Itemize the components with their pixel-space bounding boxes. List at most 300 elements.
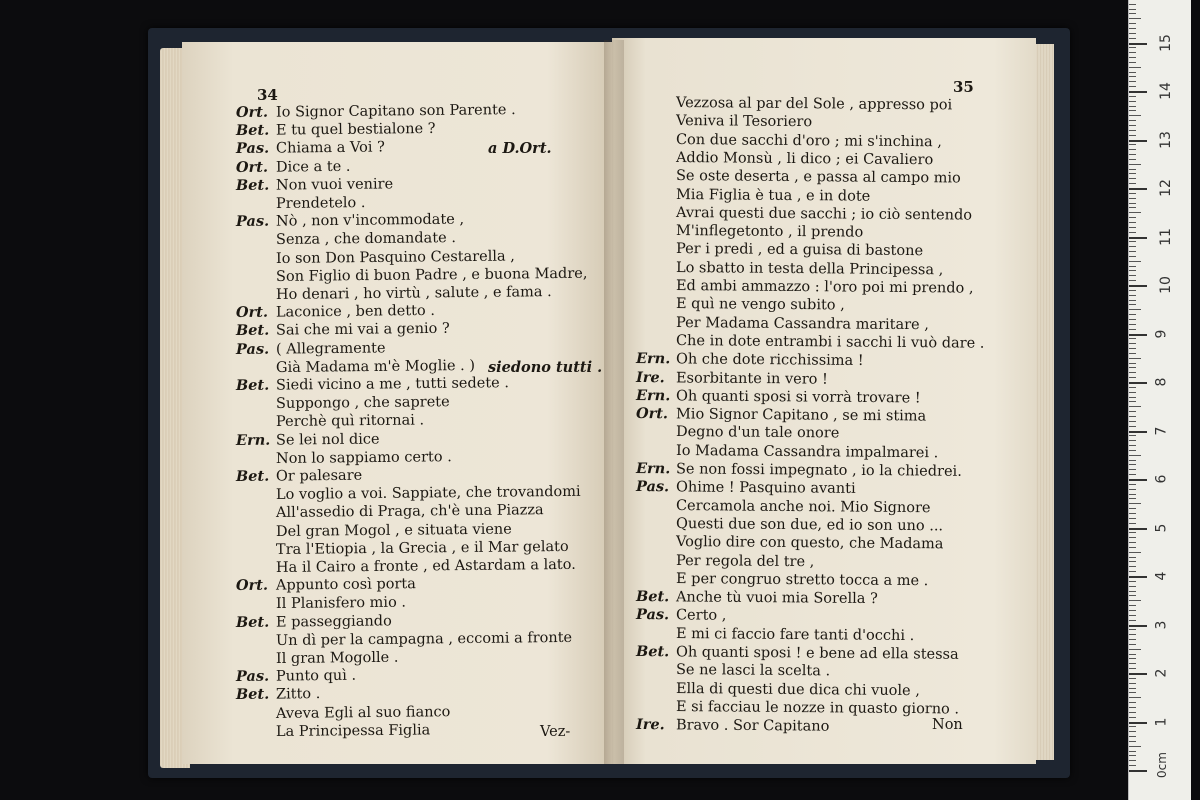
ruler-tick	[1129, 110, 1136, 111]
ruler-tick	[1129, 673, 1147, 675]
ruler-tick	[1129, 760, 1136, 761]
ruler-tick	[1129, 770, 1147, 772]
ruler-tick	[1129, 266, 1136, 267]
ruler-tick	[1129, 348, 1136, 349]
ruler-tick	[1129, 358, 1141, 359]
speaker-name: Bet.	[635, 643, 670, 661]
ruler-tick	[1129, 232, 1136, 233]
ruler-tick	[1129, 610, 1136, 611]
speaker-name: Ern.	[635, 460, 671, 478]
ruler-tick	[1129, 392, 1136, 393]
speaker-name: Bet.	[235, 467, 270, 485]
text-line	[236, 339, 386, 359]
ruler-number: 14	[1157, 82, 1174, 100]
ruler-tick	[1129, 377, 1136, 378]
text-line	[276, 247, 515, 268]
ruler-tick	[1129, 154, 1136, 155]
verse-text: ( Allegramente	[275, 340, 386, 358]
verse-text: Per regola del tre ,	[675, 552, 815, 570]
verse-text: E passeggiando	[275, 612, 392, 631]
verse-text: Suppongo , che saprete	[275, 394, 450, 413]
verse-text: Non lo sappiamo certo .	[275, 448, 452, 467]
text-line	[636, 387, 921, 407]
ruler-tick	[1129, 76, 1136, 77]
ruler-tick	[1129, 440, 1136, 441]
ruler-number: 5	[1153, 523, 1170, 532]
text-line	[236, 430, 380, 450]
ruler-tick	[1129, 615, 1136, 616]
speaker-name: Ort.	[235, 303, 269, 322]
text-line	[636, 716, 830, 736]
text-line	[636, 369, 828, 389]
verse-text: Io Signor Capitano son Parente .	[275, 102, 516, 121]
text-line	[276, 448, 452, 468]
speaker-name: Bet.	[235, 121, 270, 140]
speaker-name: Pas.	[235, 140, 270, 158]
ruler-tick	[1129, 523, 1136, 524]
ruler-tick	[1129, 367, 1136, 368]
text-line	[636, 478, 856, 498]
ruler-tick	[1129, 751, 1136, 752]
ruler-tick	[1129, 702, 1136, 703]
ruler-tick	[1129, 353, 1136, 354]
text-line	[676, 497, 931, 517]
left-page-number: 34	[257, 86, 278, 104]
verse-text: Perchè quì ritornai .	[275, 412, 425, 431]
text-line	[676, 240, 923, 260]
speaker-name: Pas.	[235, 667, 270, 686]
ruler-tick	[1129, 455, 1141, 456]
ruler-tick	[1129, 731, 1136, 732]
ruler-tick	[1129, 717, 1136, 718]
text-line	[276, 412, 424, 432]
ruler-tick	[1129, 38, 1136, 39]
ruler-tick	[1129, 28, 1136, 29]
text-line	[636, 588, 878, 608]
verse-text: Dice a te .	[275, 158, 351, 176]
ruler-tick	[1129, 494, 1136, 495]
ruler-tick	[1129, 688, 1136, 689]
ruler-tick	[1129, 227, 1136, 228]
ruler-tick	[1129, 498, 1136, 499]
ruler-tick	[1129, 547, 1136, 548]
ruler-tick	[1129, 295, 1136, 296]
ruler-tick	[1129, 542, 1136, 543]
ruler-tick	[1129, 115, 1141, 116]
ruler-tick	[1129, 460, 1136, 461]
ruler-tick	[1129, 552, 1141, 553]
speaker-name: Bet.	[235, 322, 270, 340]
ruler-tick	[1129, 595, 1136, 596]
ruler-tick	[1129, 683, 1136, 684]
speaker-name: Ire.	[635, 368, 665, 386]
ruler-tick	[1129, 566, 1136, 567]
ruler-tick	[1129, 23, 1136, 24]
catchword: Vez-	[540, 723, 571, 740]
verse-text: Se lei nol dice	[275, 431, 380, 449]
ruler-tick	[1129, 183, 1136, 184]
ruler-tick	[1129, 72, 1136, 73]
text-line	[676, 533, 944, 553]
ruler-tick	[1129, 91, 1147, 93]
ruler-number: 6	[1153, 474, 1170, 484]
ruler-tick	[1129, 765, 1136, 766]
ruler-tick	[1129, 275, 1136, 276]
verse-text: All'assedio di Praga, ch'è una Piazza	[275, 502, 544, 522]
ruler-tick	[1129, 489, 1136, 490]
ruler-tick	[1129, 363, 1136, 364]
ruler-tick	[1129, 561, 1136, 562]
verse-text: Oh quanti sposi ! e bene ad ella stessa	[675, 644, 959, 663]
verse-text: Bravo . Sor Capitano	[675, 717, 830, 735]
ruler-tick	[1129, 557, 1136, 558]
ruler-tick	[1129, 571, 1136, 572]
ruler-tick	[1129, 625, 1147, 627]
ruler-number: 3	[1153, 620, 1170, 629]
text-line	[676, 332, 985, 353]
text-line	[676, 149, 933, 169]
ruler-tick	[1129, 178, 1136, 179]
ruler-tick	[1129, 644, 1136, 645]
ruler-tick	[1129, 18, 1141, 19]
ruler-tick	[1129, 67, 1141, 68]
text-line	[236, 139, 385, 159]
verse-text: Il gran Mogolle .	[275, 649, 399, 667]
text-line	[676, 570, 928, 590]
right-page-number: 35	[953, 78, 974, 96]
verse-text: E mi ci faccio fare tanti d'occhi .	[675, 625, 915, 644]
ruler-tick	[1129, 528, 1147, 530]
verse-text: Esorbitante in vero !	[675, 369, 828, 388]
ruler-tick	[1129, 207, 1136, 208]
text-line	[676, 222, 863, 242]
ruler-tick	[1129, 639, 1136, 640]
ruler-tick	[1129, 401, 1136, 402]
text-line	[276, 556, 576, 577]
verse-text: Io son Don Pasquino Cestarella ,	[275, 248, 515, 267]
verse-text: Senza , che domandate .	[275, 230, 456, 249]
text-line	[236, 667, 356, 686]
verse-text: La Principessa Figlia	[275, 722, 431, 740]
ruler-tick	[1129, 741, 1136, 742]
text-line	[276, 502, 544, 523]
verse-text: Un dì per la campagna , eccomi a fronte	[275, 629, 573, 649]
text-line	[276, 230, 456, 250]
text-line	[236, 101, 516, 122]
speaker-name: Ern.	[635, 386, 671, 405]
ruler-tick	[1129, 203, 1136, 204]
verse-text: Oh che dote ricchissima !	[675, 351, 864, 370]
text-line	[676, 698, 959, 718]
text-line	[236, 374, 509, 395]
ruler-tick	[1129, 222, 1136, 223]
catchword: Non	[932, 717, 963, 734]
ruler-tick	[1129, 736, 1136, 737]
ruler-tick	[1129, 120, 1136, 121]
verse-text: Anche tù vuoi mia Sorella ?	[675, 589, 878, 608]
ruler-number: 7	[1153, 426, 1170, 435]
verse-text: Non vuoi venire	[275, 176, 394, 194]
verse-text: Certo ,	[675, 607, 727, 625]
measuring-ruler	[1128, 0, 1191, 800]
speaker-name: Bet.	[635, 588, 670, 606]
verse-text: Ha il Cairo a fronte , ed Astardam a lato.	[275, 556, 576, 576]
ruler-tick	[1129, 314, 1136, 315]
ruler-tick	[1129, 81, 1136, 82]
text-line	[276, 194, 366, 213]
text-line	[236, 211, 464, 231]
ruler-tick	[1129, 256, 1136, 257]
verse-text: Oh quanti sposi si vorrà trovare !	[675, 388, 921, 407]
ruler-tick	[1129, 382, 1147, 384]
text-line	[676, 314, 929, 334]
text-line	[636, 350, 864, 370]
text-line	[236, 302, 435, 322]
ruler-tick	[1129, 280, 1136, 281]
ruler-tick	[1129, 658, 1136, 659]
ruler-tick	[1129, 173, 1136, 174]
verse-text: Lo voglio a voi. Sappiate, che trovandomi	[275, 483, 581, 504]
ruler-tick	[1129, 33, 1136, 34]
ruler-tick	[1129, 431, 1147, 433]
text-line	[676, 94, 952, 114]
ruler-tick	[1129, 159, 1136, 160]
ruler-tick	[1129, 343, 1136, 344]
verse-text: Laconice , ben detto .	[275, 303, 435, 321]
ruler-tick	[1129, 193, 1136, 194]
ruler-tick	[1129, 620, 1136, 621]
ruler-tick	[1129, 406, 1141, 407]
text-line	[676, 112, 812, 131]
speaker-name: Pas.	[635, 606, 670, 624]
ruler-tick	[1129, 290, 1136, 291]
text-line	[276, 721, 430, 741]
ruler-tick	[1129, 57, 1136, 58]
text-line	[276, 283, 552, 304]
verse-text: Son Figlio di buon Padre , e buona Madre,	[275, 265, 588, 285]
verse-text: Or palesare	[275, 467, 363, 485]
text-line	[676, 131, 942, 151]
ruler-tick	[1129, 338, 1136, 339]
ruler-number: 15	[1157, 33, 1174, 52]
ruler-tick	[1129, 707, 1136, 708]
ruler-tick	[1129, 130, 1136, 131]
verse-text: Addio Monsù , li dico ; ei Cavaliero	[675, 149, 934, 169]
text-line	[676, 625, 914, 645]
ruler-tick	[1129, 319, 1136, 320]
ruler-tick	[1129, 697, 1141, 698]
ruler-number: 10	[1157, 276, 1174, 294]
ruler-tick	[1129, 649, 1141, 650]
text-line	[676, 259, 943, 279]
verse-text: Per i predi , ed a guisa di bastone	[675, 241, 924, 260]
ruler-tick	[1129, 86, 1136, 87]
text-line	[276, 703, 451, 723]
text-line	[276, 649, 399, 668]
speaker-name: Pas.	[235, 340, 270, 358]
speaker-name: Bet.	[235, 176, 270, 194]
verse-text: Aveva Egli al suo fianco	[275, 703, 451, 722]
speaker-name: Bet.	[235, 686, 270, 704]
ruler-tick	[1129, 140, 1147, 142]
ruler-tick	[1129, 96, 1136, 97]
ruler-tick	[1129, 508, 1136, 509]
ruler-number: 1	[1153, 717, 1170, 726]
verse-text: Questi due son due, ed io son uno ...	[675, 515, 944, 535]
ruler-tick	[1129, 421, 1136, 422]
ruler-tick	[1129, 334, 1147, 336]
verse-text: Prendetelo .	[275, 195, 366, 212]
ruler-tick	[1129, 663, 1136, 664]
ruler-tick	[1129, 629, 1136, 630]
ruler-tick	[1129, 251, 1136, 252]
verse-text: Mia Figlia è tua , e in dote	[675, 186, 871, 205]
ruler-tick	[1129, 450, 1136, 451]
ruler-unit-label: 0cm	[1154, 752, 1169, 778]
verse-text: Ohime ! Pasquino avanti	[675, 479, 856, 498]
ruler-tick	[1129, 285, 1147, 287]
ruler-tick	[1129, 668, 1136, 669]
verse-text: Nò , non v'incommodate ,	[275, 211, 465, 230]
ruler-tick	[1129, 474, 1136, 475]
ruler-tick	[1129, 101, 1136, 102]
ruler-tick	[1129, 576, 1147, 578]
text-line	[276, 594, 406, 613]
ruler-number: 8	[1153, 377, 1170, 387]
text-line	[676, 442, 938, 462]
text-line	[676, 515, 943, 535]
verse-text: Mio Signor Capitano , se mi stima	[675, 406, 927, 425]
ruler-tick	[1129, 426, 1136, 427]
ruler-tick	[1129, 397, 1136, 398]
verse-text: E tu quel bestialone ?	[275, 121, 436, 139]
ruler-tick	[1129, 106, 1136, 107]
ruler-tick	[1129, 47, 1136, 48]
ruler-tick	[1129, 755, 1136, 756]
text-line	[676, 423, 839, 442]
verse-text: E per congruo stretto tocca a me .	[675, 570, 929, 589]
ruler-tick	[1129, 591, 1136, 592]
ruler-tick	[1129, 43, 1147, 45]
verse-text: Ed ambi ammazzo : l'oro poi mi prendo ,	[675, 278, 974, 297]
speaker-name: Ort.	[235, 576, 269, 595]
ruler-tick	[1129, 217, 1136, 218]
speaker-name: Ort.	[635, 405, 669, 423]
verse-text: E quì ne vengo subito ,	[675, 296, 845, 314]
book-spine	[604, 40, 624, 764]
ruler-tick	[1129, 135, 1136, 136]
ruler-tick	[1129, 712, 1136, 713]
stage-direction: siedono tutti .	[488, 358, 603, 376]
ruler-tick	[1129, 722, 1147, 724]
ruler-tick	[1129, 503, 1141, 504]
ruler-tick	[1129, 634, 1136, 635]
verse-text: Degno d'un tale onore	[675, 424, 840, 442]
speaker-name: Bet.	[235, 613, 270, 631]
text-line	[676, 295, 845, 314]
ruler-tick	[1129, 513, 1136, 514]
text-line	[236, 157, 351, 176]
text-line	[676, 204, 972, 225]
speaker-name: Pas.	[235, 212, 270, 231]
ruler-number: 13	[1157, 130, 1174, 149]
ruler-tick	[1129, 692, 1136, 693]
verse-text: M'inflegetonto , il prendo	[675, 223, 864, 241]
verse-text: Veniva il Tesoriero	[675, 113, 813, 131]
verse-text: E si facciau le nozze in quasto giorno .	[675, 698, 960, 718]
ruler-tick	[1129, 581, 1136, 582]
verse-text: Già Madama m'è Moglie . )	[275, 357, 476, 376]
text-line	[276, 629, 572, 650]
speaker-name: Ern.	[235, 431, 271, 449]
ruler-tick	[1129, 198, 1136, 199]
text-line	[276, 393, 450, 413]
text-line	[636, 606, 727, 625]
speaker-name: Ort.	[235, 158, 269, 176]
text-line	[236, 575, 416, 595]
verse-text: Sai che mi vai a genio ?	[275, 321, 450, 339]
ruler-tick	[1129, 605, 1136, 606]
verse-text: Che in dote entrambi i sacchi li vuò dare .	[675, 332, 985, 352]
verse-text: Del gran Mogol , e situata viene	[275, 521, 512, 540]
ruler-tick	[1129, 125, 1136, 126]
ruler-tick	[1129, 726, 1136, 727]
ruler-tick	[1129, 246, 1136, 247]
ruler-tick	[1129, 149, 1136, 150]
ruler-tick	[1129, 746, 1141, 747]
verse-text: Se ne lasci la scelta .	[675, 662, 831, 680]
text-line	[236, 320, 450, 340]
verse-text: Avrai questi due sacchi ; io ciò sentendo	[675, 204, 973, 224]
ruler-tick	[1129, 241, 1136, 242]
verse-text: Zitto .	[275, 686, 321, 703]
speaker-name: Ort.	[235, 103, 269, 121]
ruler-tick	[1129, 435, 1136, 436]
text-line	[236, 175, 393, 195]
text-line	[276, 357, 475, 377]
ruler-tick	[1129, 532, 1136, 533]
ruler-tick	[1129, 329, 1136, 330]
ruler-number: 11	[1157, 227, 1174, 246]
verse-text: Con due sacchi d'oro ; mi s'inchina ,	[675, 131, 943, 150]
ruler-tick	[1129, 416, 1136, 417]
ruler-tick	[1129, 387, 1136, 388]
verse-text: Voglio dire con questo, che Madama	[675, 534, 944, 553]
text-line	[676, 680, 920, 700]
ruler-tick	[1129, 445, 1136, 446]
stage-direction: a D.Ort.	[488, 140, 552, 158]
speaker-name: Ern.	[635, 350, 671, 368]
ruler-tick	[1129, 169, 1136, 170]
ruler-tick	[1129, 678, 1136, 679]
verse-text: Il Planisfero mio .	[275, 595, 407, 613]
ruler-number: 9	[1153, 329, 1170, 338]
verse-text: Per Madama Cassandra maritare ,	[675, 314, 929, 333]
ruler-tick	[1129, 13, 1136, 14]
verse-text: Lo sbatto in testa della Principessa ,	[675, 259, 944, 279]
text-line	[236, 686, 321, 705]
verse-text: Chiama a Voi ?	[275, 139, 385, 157]
ruler-tick	[1129, 144, 1136, 145]
ruler-tick	[1129, 479, 1147, 481]
ruler-tick	[1129, 654, 1136, 655]
ruler-tick	[1129, 411, 1136, 412]
speaker-name: Pas.	[635, 478, 670, 496]
verse-text: Se oste deserta , e passa al campo mio	[675, 168, 961, 187]
ruler-tick	[1129, 304, 1136, 305]
ruler-tick	[1129, 300, 1136, 301]
ruler-number: 12	[1157, 179, 1174, 197]
